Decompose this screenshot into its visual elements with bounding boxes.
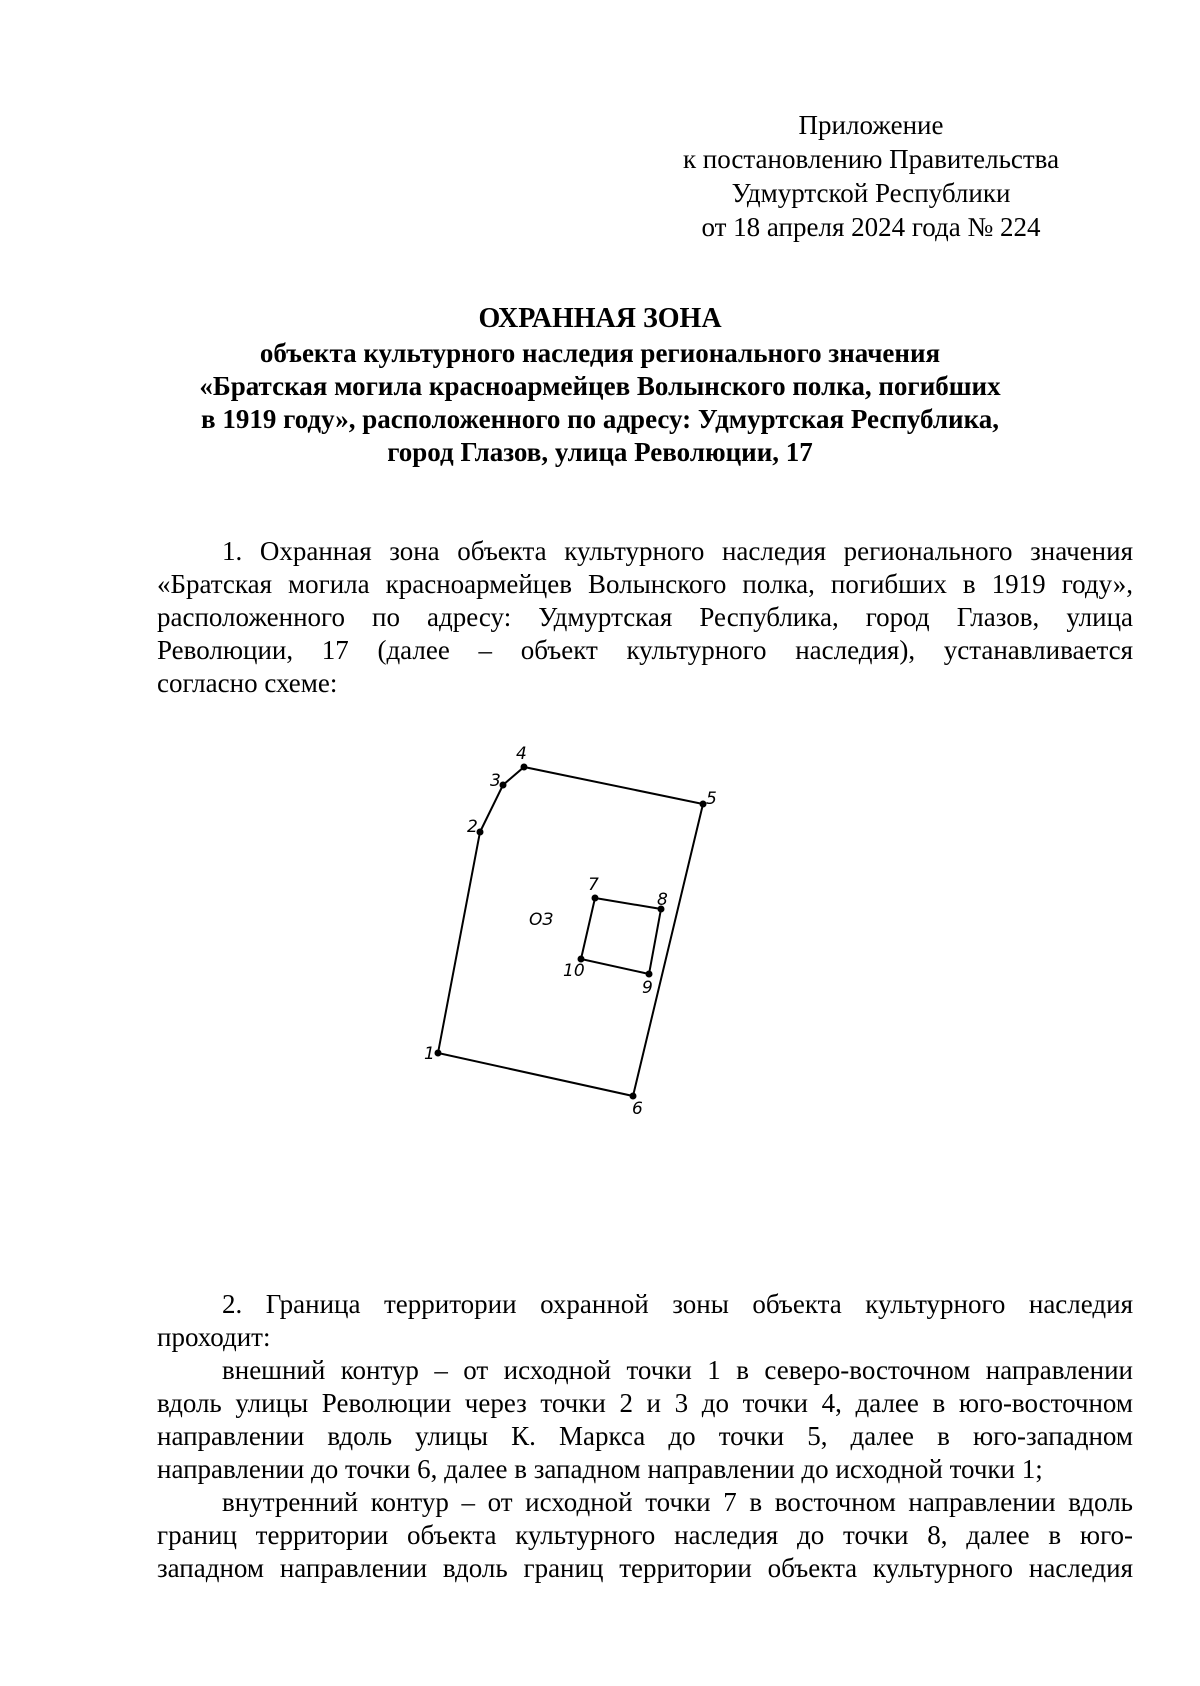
paragraph-line: Революции, 17 (далее – объект культурного наследия), устанавливается [157, 635, 1133, 665]
appendix-line: Удмуртской Республики [731, 178, 1011, 208]
point-marker-1 [435, 1050, 442, 1057]
appendix-line: Приложение [798, 110, 944, 140]
point-label-1: 1 [424, 1044, 435, 1064]
document-title [140, 302, 1060, 469]
section-2-paragraph [157, 1288, 1133, 1585]
appendix-date-number: от 18 апреля 2024 года № 224 [701, 212, 1041, 242]
appendix-header [640, 108, 1102, 244]
point-label-5: 5 [706, 789, 717, 809]
point-marker-7 [592, 895, 599, 902]
title-line: город Глазов, улица Революции, 17 [387, 437, 813, 467]
title-line: объекта культурного наследия регионального значения [259, 338, 941, 368]
paragraph-line: внутренний контур – от исходной точки 7 в восточном направлении вдоль [222, 1487, 1133, 1517]
paragraph-line: внешний контур – от исходной точки 1 в северо-восточном направлении [222, 1355, 1133, 1385]
scheme-svg [424, 744, 780, 1212]
zone-label: ОЗ [529, 910, 554, 930]
point-label-2: 2 [467, 817, 478, 837]
point-label-9: 9 [642, 978, 653, 998]
inner-contour [581, 898, 661, 974]
title-line: в 1919 году», расположенного по адресу: Удмуртская Республика, [201, 404, 999, 434]
paragraph-line: границ территории объекта культурного наследия до точки 8, далее в юго- [157, 1520, 1133, 1550]
point-label-8: 8 [657, 890, 668, 910]
paragraph-line: 1. Охранная зона объекта культурного наследия регионального значения [222, 536, 1133, 566]
point-marker-9 [646, 971, 653, 978]
point-label-10: 10 [563, 961, 585, 981]
paragraph-line: «Братская могила красноармейцев Волынского полка, погибших в 1919 году», [157, 569, 1133, 599]
paragraph-line: расположенного по адресу: Удмуртская Республика, город Глазов, улица [157, 602, 1133, 632]
paragraph-line: согласно схеме: [157, 668, 338, 698]
point-label-3: 3 [490, 771, 501, 791]
section-1-paragraph [157, 535, 1133, 700]
page-title: ОХРАННАЯ ЗОНА [478, 303, 722, 334]
paragraph-line: 2. Граница территории охранной зоны объекта культурного наследия [222, 1289, 1133, 1319]
paragraph-line: западном направлении вдоль границ территории объекта культурного наследия [157, 1553, 1133, 1583]
point-marker-4 [521, 764, 528, 771]
appendix-line: к постановлению Правительства [682, 144, 1060, 174]
point-label-6: 6 [632, 1099, 643, 1119]
title-line: «Братская могила красноармейцев Волынского полка, погибших [199, 371, 1001, 401]
point-label-7: 7 [588, 875, 599, 895]
paragraph-line: проходит: [157, 1322, 271, 1352]
paragraph-line: вдоль улицы Революции через точки 2 и 3 до точки 4, далее в юго-восточном [157, 1388, 1133, 1418]
paragraph-line: направлении вдоль улицы К. Маркса до точки 5, далее в юго-западном [157, 1421, 1133, 1451]
paragraph-line: направлении до точки 6, далее в западном направлении до исходной точки 1; [157, 1454, 1043, 1484]
zone-scheme-diagram [424, 744, 780, 1212]
point-label-4: 4 [516, 744, 527, 764]
